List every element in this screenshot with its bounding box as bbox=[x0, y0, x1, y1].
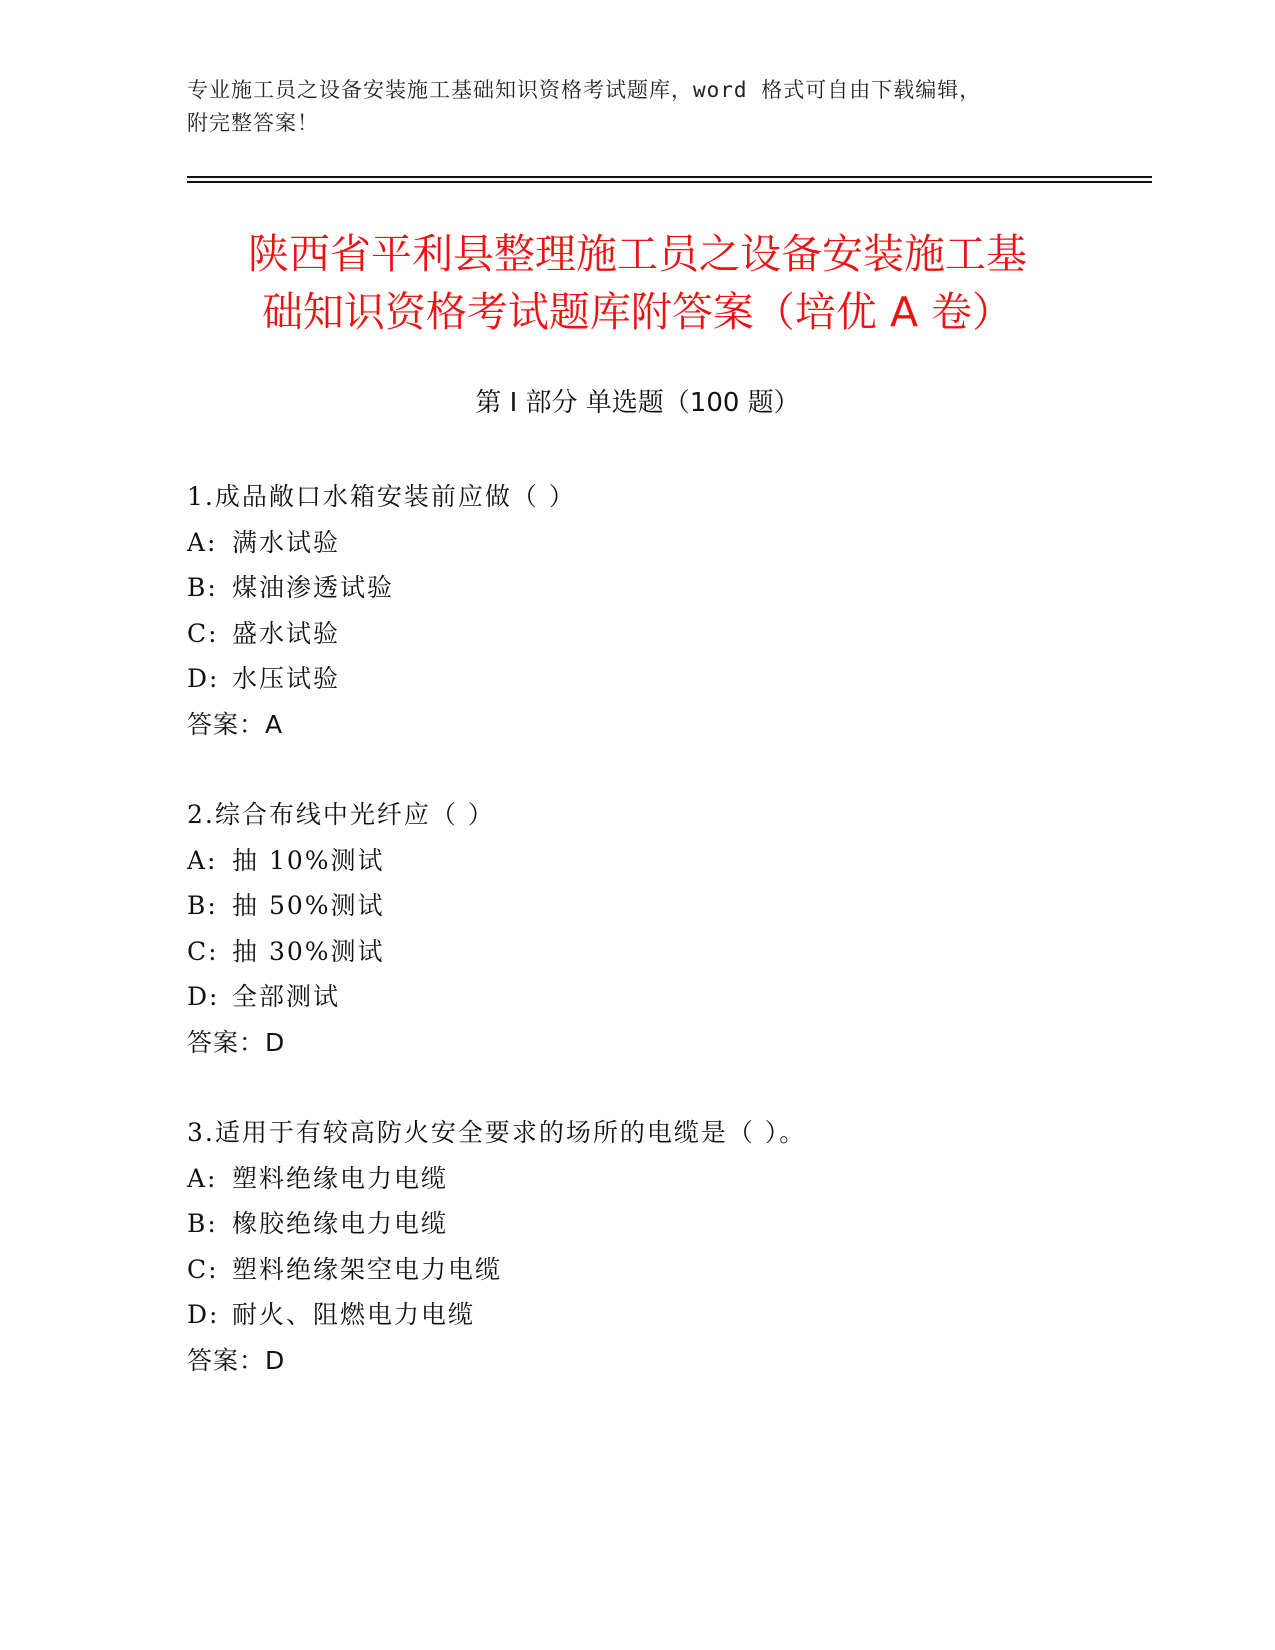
option-letter: A: bbox=[187, 1163, 218, 1193]
option-d bbox=[187, 656, 1147, 702]
option-a bbox=[187, 520, 1147, 566]
option-b bbox=[187, 565, 1147, 611]
option-letter: A: bbox=[187, 527, 218, 557]
question-stem: 1.成品敞口水箱安装前应做（ ） bbox=[187, 482, 576, 511]
document-title-line-2: 础知识资格考试题库附答案（培优 A 卷） bbox=[261, 288, 1014, 336]
option-letter: C: bbox=[187, 618, 219, 648]
answer-line: 答案：A bbox=[187, 709, 284, 739]
option-a bbox=[187, 838, 1147, 884]
answer-line: 答案：D bbox=[187, 1027, 286, 1057]
document-title bbox=[150, 225, 1125, 341]
option-text: 全部测试 bbox=[232, 982, 341, 1011]
option-text: 塑料绝缘架空电力电缆 bbox=[232, 1254, 503, 1284]
option-b bbox=[187, 883, 1147, 929]
header-note-line-1: 专业施工员之设备安装施工基础知识资格考试题库，word 格式可自由下载编辑， bbox=[187, 78, 982, 102]
option-letter: B: bbox=[187, 573, 218, 602]
section-title: 第 I 部分 单选题（100 题） bbox=[475, 388, 800, 418]
document-title-line-1: 陕西省平利县整理施工员之设备安装施工基 bbox=[248, 230, 1027, 278]
option-c bbox=[187, 929, 1147, 975]
option-a bbox=[187, 1156, 1147, 1202]
option-text: 抽 10%测试 bbox=[232, 845, 385, 875]
option-d bbox=[187, 1292, 1147, 1338]
option-text: 抽 30%测试 bbox=[232, 936, 385, 966]
question-stem: 2.综合布线中光纤应（ ） bbox=[187, 800, 495, 829]
option-text: 塑料绝缘电力电缆 bbox=[232, 1163, 449, 1193]
option-letter: B: bbox=[187, 891, 218, 920]
option-letter: D: bbox=[187, 982, 220, 1011]
question-stem: 3.适用于有较高防火安全要求的场所的电缆是（ ）。 bbox=[187, 1118, 807, 1147]
answer-line: 答案：D bbox=[187, 1345, 286, 1375]
option-c bbox=[187, 611, 1147, 657]
question-block bbox=[187, 474, 1147, 747]
header-note-line-2: 附完整答案！ bbox=[187, 111, 319, 135]
option-b bbox=[187, 1201, 1147, 1247]
header-divider-bottom bbox=[187, 181, 1152, 183]
option-letter: C: bbox=[187, 936, 219, 966]
option-text: 煤油渗透试验 bbox=[232, 573, 395, 602]
option-letter: C: bbox=[187, 1254, 219, 1284]
option-d bbox=[187, 974, 1147, 1020]
option-letter: B: bbox=[187, 1209, 218, 1238]
option-text: 耐火、阻燃电力电缆 bbox=[232, 1300, 476, 1329]
option-text: 橡胶绝缘电力电缆 bbox=[232, 1209, 449, 1238]
question-block bbox=[187, 1110, 1147, 1383]
option-text: 抽 50%测试 bbox=[232, 891, 385, 920]
option-letter: D: bbox=[187, 664, 220, 693]
option-text: 水压试验 bbox=[232, 664, 341, 693]
option-c bbox=[187, 1247, 1147, 1293]
option-letter: D: bbox=[187, 1300, 220, 1329]
header-divider-top bbox=[187, 176, 1152, 178]
option-text: 盛水试验 bbox=[232, 618, 341, 648]
option-text: 满水试验 bbox=[232, 527, 341, 557]
option-letter: A: bbox=[187, 845, 218, 875]
question-block bbox=[187, 792, 1147, 1065]
header-note bbox=[187, 74, 1067, 140]
